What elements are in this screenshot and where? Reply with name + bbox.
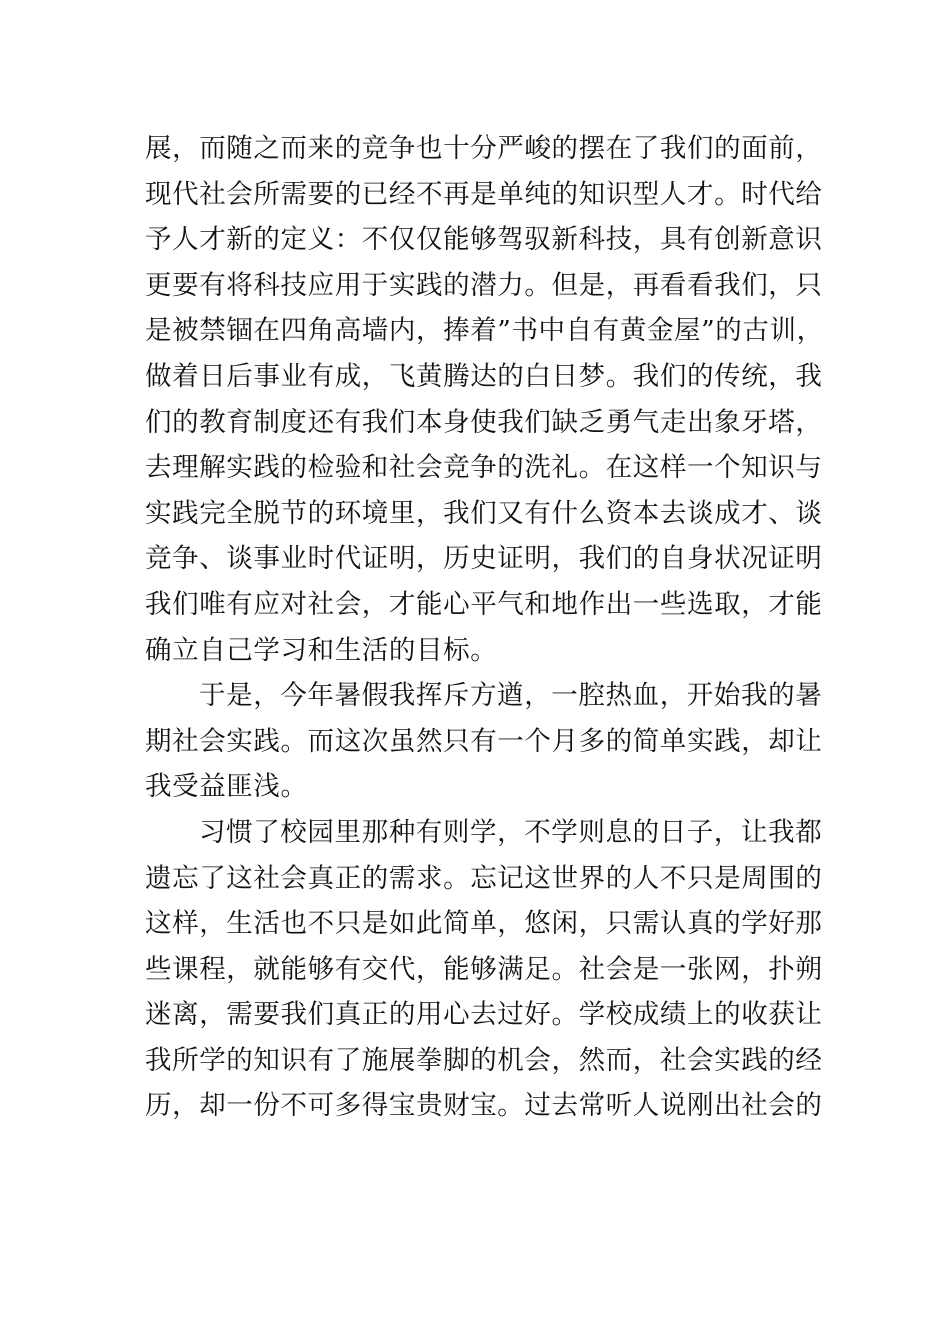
text-line: 竞争、谈事业时代证明，历史证明，我们的自身状况证明 [145, 543, 823, 575]
text-line: 去理解实践的检验和社会竞争的洗礼。在这样一个知识与 [145, 452, 823, 484]
paragraph-first-line: 于是，今年暑假我挥斥方遒，一腔热血，开始我的暑 [199, 680, 823, 712]
text-line: 历，却一份不可多得宝贵财宝。过去常听人说刚出社会的 [145, 1090, 823, 1122]
text-line: 我们唯有应对社会，才能心平气和地作出一些选取，才能 [145, 588, 823, 620]
text-line: 迷离，需要我们真正的用心去过好。学校成绩上的收获让 [145, 999, 823, 1031]
text-line: 现代社会所需要的已经不再是单纯的知识型人才。时代给 [145, 178, 823, 210]
text-line: 们的教育制度还有我们本身使我们缺乏勇气走出象牙塔， [145, 406, 823, 438]
text-line: 遗忘了这社会真正的需求。忘记这世界的人不只是周围的 [145, 862, 823, 894]
text-line: 展，而随之而来的竞争也十分严峻的摆在了我们的面前， [145, 133, 823, 164]
text-line: 我受益匪浅。 [145, 771, 308, 803]
text-line: 期社会实践。而这次虽然只有一个月多的简单实践，却让 [145, 725, 823, 757]
text-line: 予人才新的定义：不仅仅能够驾驭新科技，具有创新意识 [145, 224, 823, 256]
text-line: 是被禁锢在四角高墙内，捧着”书中自有黄金屋”的古训， [145, 315, 824, 347]
text-line: 做着日后事业有成，飞黄腾达的白日梦。我们的传统，我 [145, 360, 823, 392]
text-line: 这样，生活也不只是如此简单，悠闲，只需认真的学好那 [145, 908, 823, 940]
text-line: 我所学的知识有了施展拳脚的机会，然而，社会实践的经 [145, 1044, 823, 1076]
paragraph-first-line: 习惯了校园里那种有则学，不学则息的日子，让我都 [199, 816, 823, 848]
document-body [145, 126, 824, 1129]
text-line: 实践完全脱节的环境里，我们又有什么资本去谈成才、谈 [145, 497, 823, 529]
text-line: 确立自己学习和生活的目标。 [145, 634, 498, 666]
text-line: 更要有将科技应用于实践的潜力。但是，再看看我们，只 [145, 269, 823, 301]
text-line: 些课程，就能够有交代，能够满足。社会是一张网，扑朔 [145, 953, 823, 985]
